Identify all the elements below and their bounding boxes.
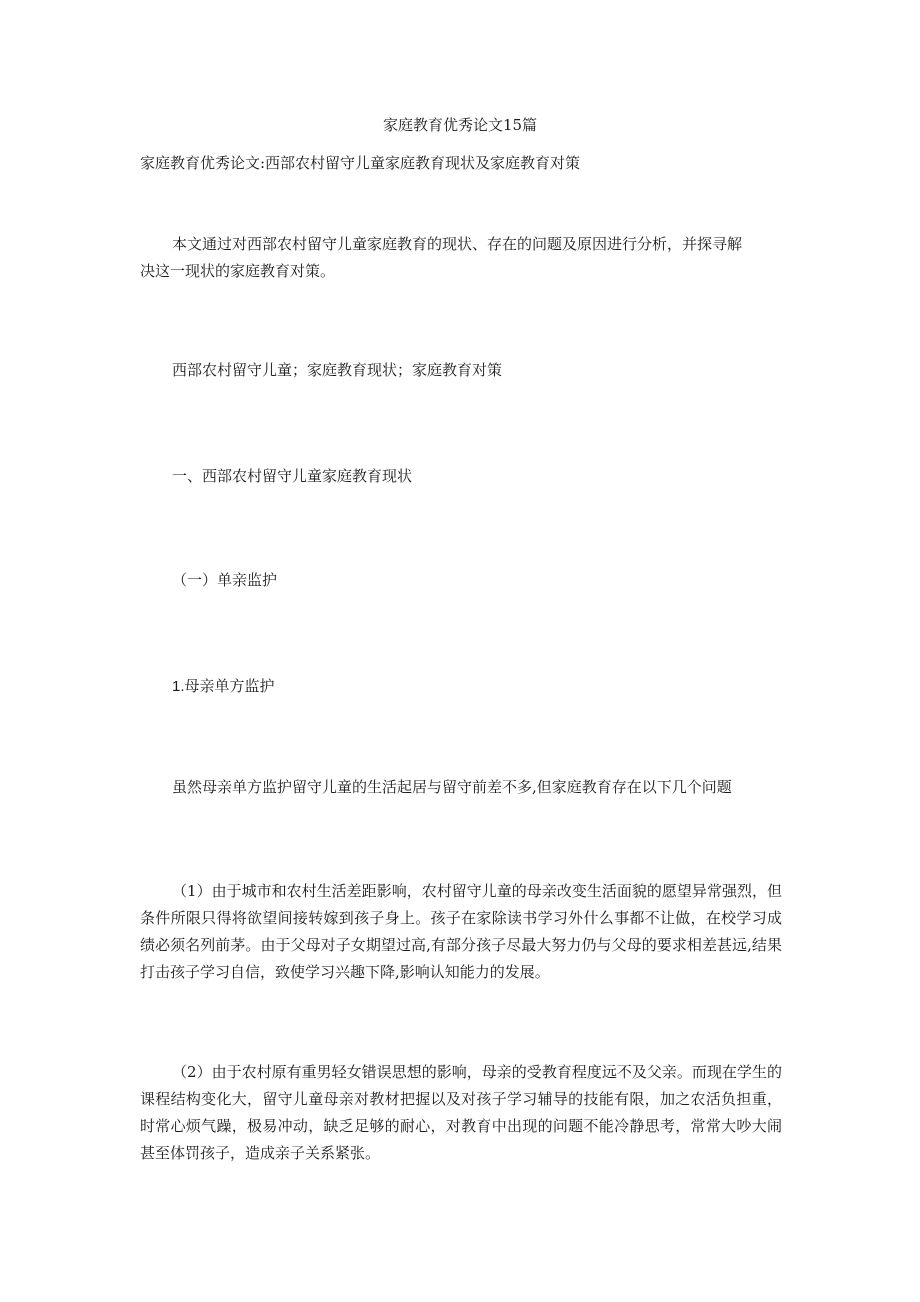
abstract-line-1: 本文通过对西部农村留守儿童家庭教育的现状、存在的问题及原因进行分析，并探寻解 [172,235,743,253]
document-title: 家庭教育优秀论文15篇 [382,116,538,134]
abstract-line-2: 决这一现状的家庭教育对策。 [140,262,336,280]
keywords: 西部农村留守儿童；家庭教育现状；家庭教育对策 [172,361,503,379]
item-number: 1. [172,678,185,695]
paragraph-1: （1）由于城市和农村生活差距影响，农村留守儿童的母亲改变生活面貌的愿望异常强烈，但条件所限只得将欲望间接转嫁到孩子身上。孩子在家除读书学习外什么事都不让做，在校学习成绩必须名列前茅。由于父母对子女期望过高,有部分孩子尽最大努力仍与父母的要求相差甚远,结果打击孩子学习自信，致使学习兴趣下降,影响认知能力的发展。 [140,882,782,981]
subsection-heading: （一）单亲监护 [172,571,278,589]
item-heading-text: 母亲单方监护 [184,677,275,695]
section-heading: 一、西部农村留守儿童家庭教育现状 [172,467,413,485]
document-subtitle: 家庭教育优秀论文:西部农村留守儿童家庭教育现状及家庭教育对策 [140,154,581,172]
item-heading [172,677,275,696]
intro-sentence: 虽然母亲单方监护留守儿童的生活起居与留守前差不多,但家庭教育存在以下几个问题 [172,778,732,796]
paragraph-2: （2）由于农村原有重男轻女错误思想的影响，母亲的受教育程度远不及父亲。而现在学生的课程结构变化大，留守儿童母亲对教材把握以及对孩子学习辅导的技能有限，加之农活负担重，时常心烦气躁，极易冲动，缺乏足够的耐心，对教育中出现的问题不能冷静思考，常常大吵大闹甚至体罚孩子，造成亲子关系紧张。 [140,1063,782,1162]
